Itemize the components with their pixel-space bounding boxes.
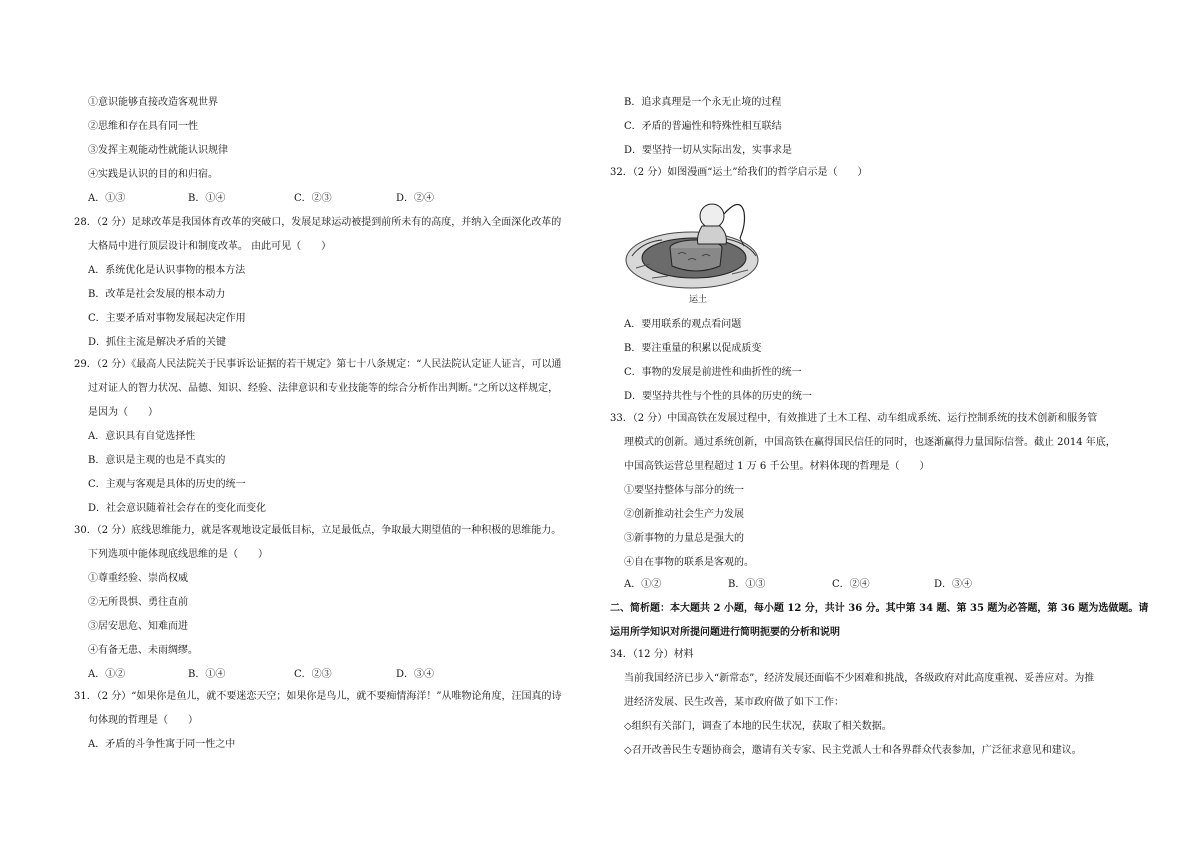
section-2-heading-line-1: 二、简析题：本大题共 2 小题，每小题 12 分，共计 36 分。其中第 34 题、第 35 题为必答题，第 36 题为选做题。请 bbox=[610, 603, 1149, 614]
cartoon-caption: 运土 bbox=[688, 295, 708, 305]
q30-stem-line-2: 下列选项中能体现底线思维的是（ ） bbox=[88, 549, 268, 560]
q31-option-d[interactable]: D．要坚持一切从实际出发，实事求是 bbox=[624, 145, 793, 156]
q30-option-b[interactable]: B．①④ bbox=[188, 669, 226, 680]
q33-stem-line-1: 33．（2 分）中国高铁在发展过程中，有效推进了土木工程、动车组成系统、运行控制系统的技术创新和服务管 bbox=[610, 413, 1098, 424]
q29-stem-line-3: 是因为（ ） bbox=[88, 407, 158, 418]
q33-option-b[interactable]: B．①③ bbox=[728, 579, 766, 590]
q28-option-d[interactable]: D．抓住主流是解决矛盾的关键 bbox=[88, 337, 227, 348]
q31-option-a[interactable]: A．矛盾的斗争性寓于同一性之中 bbox=[88, 739, 236, 750]
q33-option-c[interactable]: C．②④ bbox=[832, 579, 870, 590]
q32-option-c[interactable]: C．事物的发展是前进性和曲折性的统一 bbox=[624, 367, 802, 378]
q30-option-d[interactable]: D．③④ bbox=[396, 669, 435, 680]
q32-stem: 32．（2 分）如图漫画“运土”给我们的哲学启示是（ ） bbox=[610, 167, 868, 178]
q34-body-line-1: 当前我国经济已步入“新常态”，经济发展还面临不少困难和挑战，各级政府对此高度重视、妥善应对。为推 bbox=[624, 673, 1095, 684]
q30-option-a[interactable]: A．①② bbox=[88, 669, 126, 680]
q33-item-2: ②创新推动社会生产力发展 bbox=[624, 509, 744, 520]
q27-item-1: ①意识能够直接改造客观世界 bbox=[88, 97, 218, 108]
section-2-heading-line-2: 运用所学知识对所提问题进行简明扼要的分析和说明 bbox=[610, 627, 840, 638]
q28-option-a[interactable]: A．系统优化是认识事物的根本方法 bbox=[88, 265, 246, 276]
q27-option-a[interactable]: A．①③ bbox=[88, 193, 126, 204]
q34-body-line-3: ◇组织有关部门，调查了本地的民生状况，获取了相关数据。 bbox=[624, 721, 892, 732]
q27-item-2: ②思维和存在具有同一性 bbox=[88, 121, 198, 132]
q31-option-c[interactable]: C．矛盾的普遍性和特殊性相互联结 bbox=[624, 121, 782, 132]
q29-option-a[interactable]: A．意识具有自觉选择性 bbox=[88, 431, 196, 442]
q27-item-4: ④实践是认识的目的和归宿。 bbox=[88, 169, 218, 180]
q33-option-a[interactable]: A．①② bbox=[624, 579, 662, 590]
q32-option-d[interactable]: D．要坚持共性与个性的具体的历史的统一 bbox=[624, 391, 813, 402]
q32-option-a[interactable]: A．要用联系的观点看问题 bbox=[624, 319, 742, 330]
q33-stem-line-2: 理模式的创新。通过系统创新，中国高铁在赢得国民信任的同时，也逐渐赢得力量国际信誉。截止 2014 年底， bbox=[624, 437, 1116, 448]
q28-option-b[interactable]: B．改革是社会发展的根本动力 bbox=[88, 289, 226, 300]
q30-item-4: ④有备无患、未雨绸缪。 bbox=[88, 645, 198, 656]
q33-item-1: ①要坚持整体与部分的统一 bbox=[624, 485, 744, 496]
q27-item-3: ③发挥主观能动性就能认识规律 bbox=[88, 145, 228, 156]
q33-stem-line-3: 中国高铁运营总里程超过 1 万 6 千公里。材料体现的哲理是（ ） bbox=[624, 461, 930, 472]
q28-stem-line-2: 大格局中进行顶层设计和制度改革。 由此可见（ ） bbox=[88, 241, 332, 252]
q31-stem-line-2: 句体现的哲理是（ ） bbox=[88, 715, 198, 726]
q29-option-b[interactable]: B．意识是主观的也是不真实的 bbox=[88, 455, 226, 466]
q30-item-3: ③居安思危、知难而进 bbox=[88, 621, 188, 632]
q34-title: 34．（12 分）材料 bbox=[610, 649, 694, 660]
q27-option-d[interactable]: D．②④ bbox=[396, 193, 435, 204]
q27-option-c[interactable]: C．②③ bbox=[294, 193, 332, 204]
q28-option-c[interactable]: C．主要矛盾对事物发展起决定作用 bbox=[88, 313, 246, 324]
q33-item-3: ③新事物的力量总是强大的 bbox=[624, 533, 744, 544]
q29-stem-line-2: 过对证人的智力状况、品德、知识、经验、法律意识和专业技能等的综合分析作出判断。”之所以这样规定， bbox=[88, 383, 559, 394]
q30-item-2: ②无所畏惧、勇往直前 bbox=[88, 597, 188, 608]
q29-option-c[interactable]: C．主观与客观是具体的历史的统一 bbox=[88, 479, 246, 490]
q33-option-d[interactable]: D．③④ bbox=[934, 579, 973, 590]
q27-option-b[interactable]: B．①④ bbox=[188, 193, 226, 204]
q31-stem-line-1: 31．（2 分）“如果你是鱼儿，就不要迷恋天空；如果你是鸟儿，就不要痴情海洋！”从唯物论角度，汪国真的诗 bbox=[74, 691, 562, 702]
q28-stem-line-1: 28．（2 分）足球改革是我国体育改革的突破口，发展足球运动被提到前所未有的高度，并纳入全面深化改革的 bbox=[74, 217, 562, 228]
q33-item-4: ④自在事物的联系是客观的。 bbox=[624, 557, 754, 568]
q31-option-b[interactable]: B．追求真理是一个永无止境的过程 bbox=[624, 97, 782, 108]
q32-option-b[interactable]: B．要注重量的积累以促成质变 bbox=[624, 343, 762, 354]
q30-item-1: ①尊重经验、崇尚权威 bbox=[88, 573, 188, 584]
q29-stem-line-1: 29．（2 分）《最高人民法院关于民事诉讼证据的若干规定》第七十八条规定：“人民法院认定证人证言，可以通 bbox=[74, 359, 562, 370]
transport-soil-cartoon bbox=[622, 190, 774, 306]
q34-body-line-4: ◇召开改善民生专题协商会，邀请有关专家、民主党派人士和各界群众代表参加，广泛征求意见和建议。 bbox=[624, 745, 1082, 756]
q29-option-d[interactable]: D．社会意识随着社会存在的变化而变化 bbox=[88, 503, 267, 514]
q30-stem-line-1: 30．（2 分）底线思维能力，就是客观地设定最低目标，立足最低点，争取最大期望值的一种积极的思维能力。 bbox=[74, 525, 562, 536]
q34-body-line-2: 进经济发展、民生改善，某市政府做了如下工作： bbox=[624, 697, 844, 708]
q30-option-c[interactable]: C．②③ bbox=[294, 669, 332, 680]
